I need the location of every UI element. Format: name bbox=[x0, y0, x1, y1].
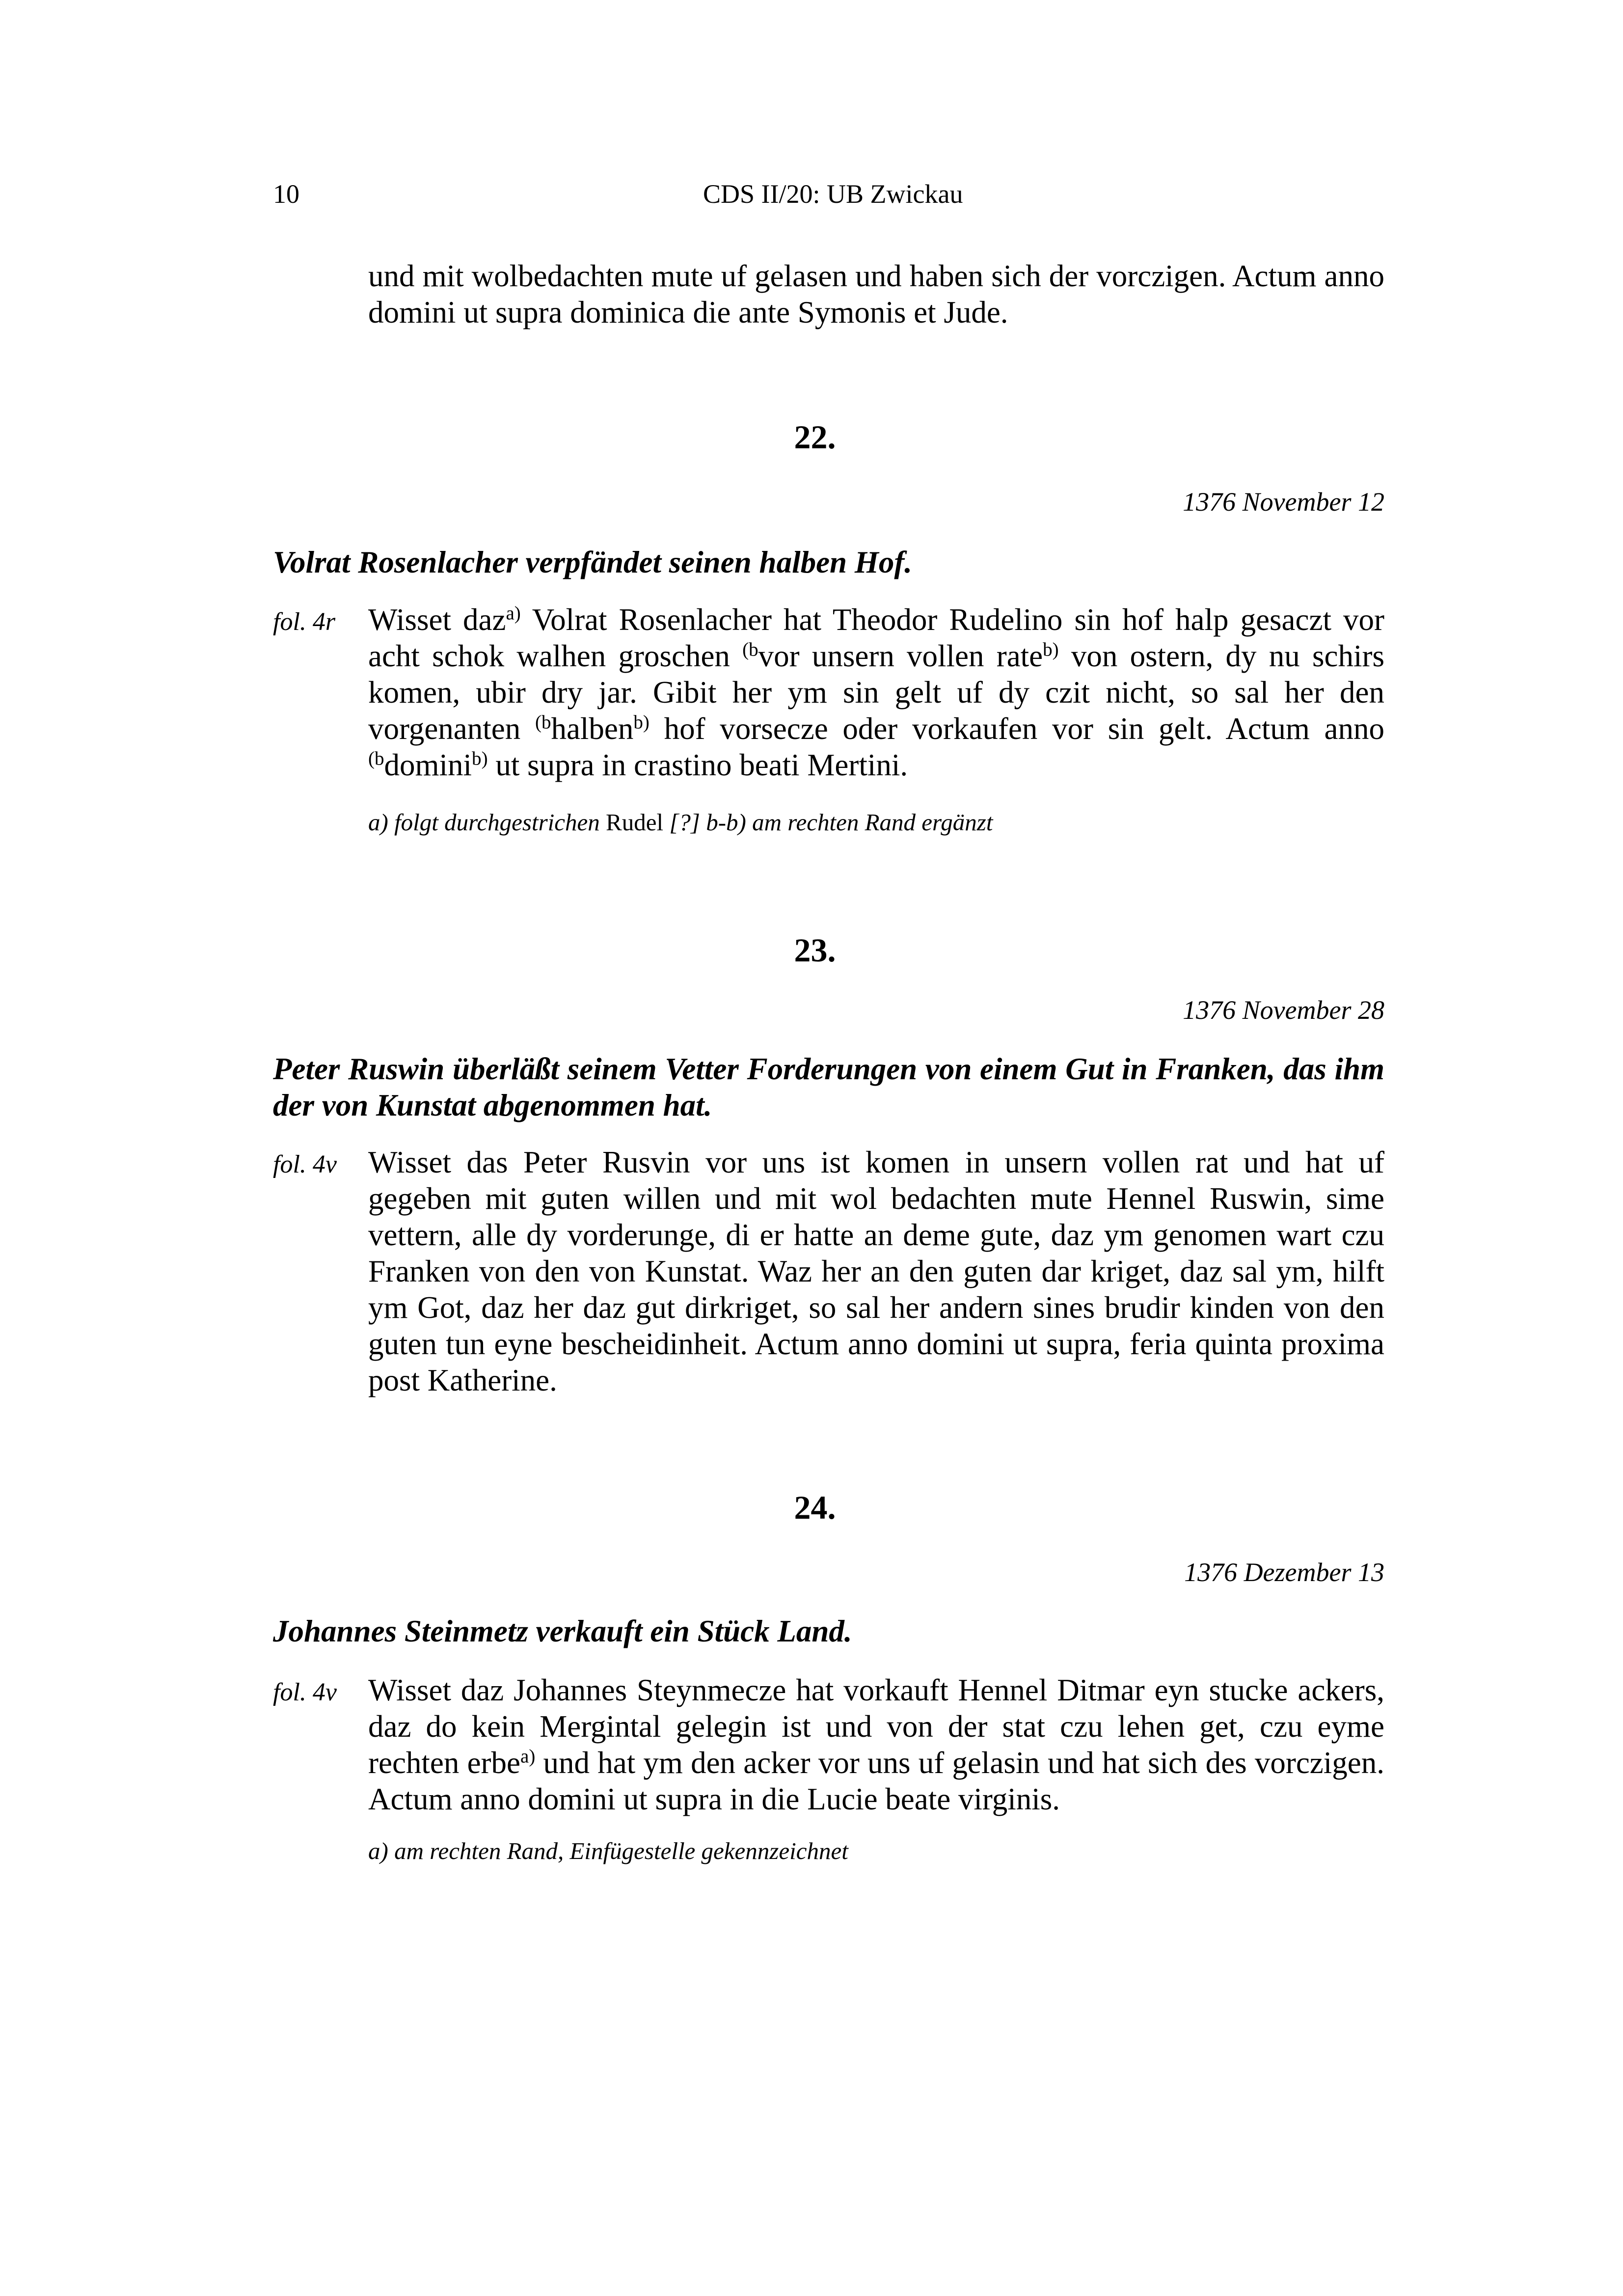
footnote-marker: b) bbox=[633, 711, 649, 733]
footnote-marker: (b bbox=[742, 639, 758, 660]
folio-label-24: fol. 4v bbox=[273, 1678, 337, 1706]
entry-heading-24: Johannes Steinmetz verkauft ein Stück Land. bbox=[273, 1614, 852, 1648]
entry-number-23: 23. bbox=[794, 931, 836, 969]
entry-date-23: 1376 November 28 bbox=[1183, 995, 1384, 1025]
folio-label-23: fol. 4v bbox=[273, 1150, 337, 1178]
entry-heading-23: Peter Ruswin überläßt seinem Vetter Forderungen von einem Gut in Franken, das ihm der von Kunstat abgenommen hat. bbox=[273, 1052, 1384, 1122]
entry-footnote-24: a) am rechten Rand, Einfügestelle gekennzeichnet bbox=[368, 1837, 848, 1864]
footnote-marker: a) bbox=[520, 1746, 536, 1767]
footnote-marker: b) bbox=[472, 748, 488, 769]
continuation-paragraph: und mit wolbedachten mute uf gelasen und haben sich der vorczigen. Actum anno domini ut supra dominica die ante Symonis et Jude. bbox=[368, 259, 1384, 329]
footnote-marker: a) bbox=[506, 602, 521, 624]
running-head-title: CDS II/20: UB Zwickau bbox=[703, 179, 963, 209]
entry-number-22: 22. bbox=[794, 418, 836, 456]
footnote-marker: (b bbox=[368, 748, 384, 769]
entry-text-23: Wisset das Peter Rusvin vor uns ist komen in unsern vollen rat und hat uf gegeben mit guten willen und mit wol bedachten mute Hennel Ruswin, sime vettern, alle dy vorderunge, di er hatte an deme gute, daz ym genomen wart czu Franken von den von Kunstat. Waz her an den guten dar kriget, daz sal ym, hilft ym Got, daz her daz gut dirkriget, so sal her andern sines brudir kinden von den guten tun eyne bescheidinheit. Actum anno domini ut supra, feria quinta proxima post Katherine. bbox=[368, 1145, 1384, 1397]
entry-text-24: Wisset daz Johannes Steynmecze hat vorkauft Hennel Ditmar eyn stucke ackers, daz do kein Mergintal gelegin ist und von der stat czu lehen get, czu eyme rechten erbe$^{a)}$ und hat ym den acker vor uns uf gelasin und hat sich des vorczigen. Actum anno domini ut supra in die Lucie beate virginis. bbox=[368, 1673, 1384, 1816]
entry-number-24: 24. bbox=[794, 1489, 836, 1526]
folio-label-22: fol. 4r bbox=[273, 608, 336, 636]
entry-date-22: 1376 November 12 bbox=[1183, 487, 1384, 517]
entry-text-22: Wisset daz$^{a)}$ Volrat Rosenlacher hat Theodor Rudelino sin hof halp gesaczt vor acht schok walhen groschen $^{(b}$vor unsern vollen rate$^{b)}$ von ostern, dy nu schirs komen, ubir dry jar. Gibit her ym sin gelt uf dy czit nicht, so sal her den vorgenanten $^{(b}$halben$^{b)}$ hof vorsecze oder vorkaufen vor sin gelt. Actum anno $^{(b}$domini$^{b)}$ ut supra in crastino beati Mertini. bbox=[368, 602, 1385, 782]
entry-date-24: 1376 Dezember 13 bbox=[1184, 1558, 1384, 1587]
entry-heading-22: Volrat Rosenlacher verpfändet seinen halben Hof. bbox=[273, 545, 913, 579]
entry-footnotes-22: a) folgt durchgestrichen Rudel [?] b-b) am rechten Rand ergänzt bbox=[368, 809, 993, 836]
footnote-marker: (b bbox=[535, 711, 551, 733]
page-number: 10 bbox=[273, 179, 299, 209]
footnote-marker: b) bbox=[1043, 639, 1059, 660]
